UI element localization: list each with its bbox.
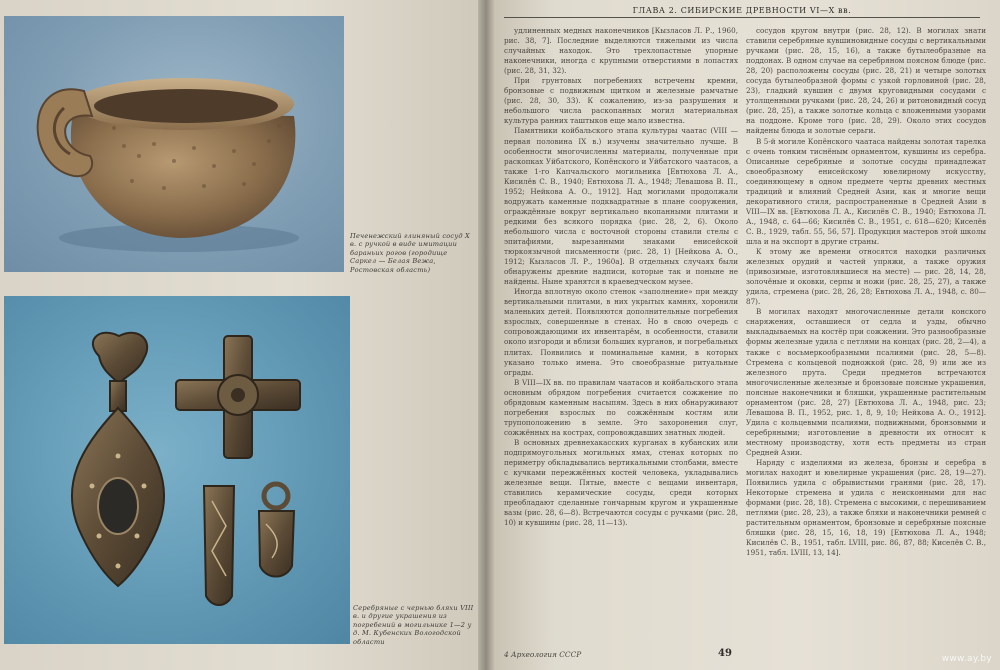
- small-pendant-ornament: [259, 484, 294, 577]
- paragraph: В могилах находят многочисленные детали конского снаряжения, оставшиеся от седла и узды, обычно выкладываемых на костёр при сожжении. Это разнообразные формы железные удила с петлями на концах (рис. 28, 2—4), а также с восьмеркообразными псалиями (рис. 28, 5—8). Стремена с кольцевой подножкой (рис. 28, 9) или же из железного прута. Среди предметов встречаются многочисленные железные и бронзовые поясные украшения, поясные наконечники и бляшки, украшенные растительным орнаментом (рис. 28, 27) [Евтюхова Л. А., 1948, рис. 23; Левашова В. П., 1952, рис. 1, 8, 9, 10; Нейкова А. О., 1912]. Удила с кольцевыми псалиями, подвижными, бронзовыми и серебряными; изготовление в древности их относят к местному производству, хотя есть предметы из стран Средней Азии.: [746, 307, 986, 457]
- paragraph: Памятники койбальского этапа культуры чаатас (VIII — первая половина IX в.) изучены значительно лучше. В особенности многочисленны материалы, полученные при раскопках Уйбатского, Копёнского и Уйбатского чаатасов, а также 1-го Капчальского могильника [Евтюхова Л. А., Кисилёв С. В., 1940; Евтюхова Л. А., 1948; Левашова В. П., 1952; Нейкова А. О., 1912]. Над могилами продолжали водружать каменные подквадратные в плане сооружения, ограждённые вокруг вертикально вкопанными плитами и редкими без всякого порядка (рис. 28, 2, 6). Около небольшого числа с восточной стороны ставили стелы с эпитафиями, вырезанными знаками енисейской тюркоязычной письменности (рис. 28, 1) [Нейкова А. О., 1912; Кызласов Л. Р., 1960а]. В отдельных случаях были обнаружены древние надписи, которые так и поныне не найдены. Ныне хранятся в краеведческом музее.: [504, 126, 738, 287]
- paragraph: сосудов кругом внутри (рис. 28, 12). В могилах знати ставили серебряные кувшиновидные сосуды с вертикальными ручками (рис. 28, 15, 16), а также бутылеобразные на поддонах. В одном случае на серебряном поясном блюде (рис. 28, 20) расположены сосуды (рис. 28, 21) и четыре золотых сосуда бутылеобразной формы с узкой горловиной (рис. 28, 23), гладкий кувшин с двумя круговидными сосудами с утолщенными ручками (рис. 28, 24, 26) и ритоновидный сосуд (рис. 28, 25), а также золотые кольца с вложенными узорами на поддоне. Кроме того (рис. 28, 29). Около этих сосудов найдены блюда и золотые серьги.: [746, 26, 986, 136]
- paragraph: К этому же времени относятся находки различных железных орудий и частей упряжи, а также оружия (привозимые, изготовлявшиеся на месте) — рис. 28, 14, 28, золочёные и оковки, серпы и ножи (рис. 28, 25, 27), а также удила, стремена (рис. 28, 26, 28; Евтюхова Л. А., 1948, с. 80—87).: [746, 247, 986, 307]
- paragraph: В 5-й могиле Копёнского чаатаса найдены золотая тарелка с очень тонким тиснёным орнаментом, кувшины из серебра. Описанные серебряные и золотые сосуды принадлежат своеобразному енисейскому ювелирному искусству, соединяющему в одном предмете черты древних местных традиций и влияний Средней Азии, как и многие вещи декоративного стиля, распространенные в Средней Азии в VIII—IX вв. [Евтюхова Л. А., Кисилёв С. В., 1940; Евтюхова Л. А., 1948, с. 64—66; Кисилёв С. В., 1951, с. 618—620; Киселёв С. В., 1929, табл. 55, 56, 57]. Продукция мастеров этой школы шла и на экспорт в другие страны.: [746, 136, 986, 246]
- footer-signature: 4 Археология СССР: [504, 650, 582, 659]
- left-page: [0, 0, 484, 670]
- running-head: ГЛАВА 2. СИБИРСКИЕ ДРЕВНОСТИ VI—X вв.: [504, 6, 980, 18]
- ornaments-caption: Серебряные с чернью бляхи VIII в. и другие украшения из погребений в могильнике 1—2 у д. М. Кубенских Вологодской области: [353, 604, 474, 646]
- strap-end-ornament: [204, 486, 234, 605]
- ornaments-photo: [4, 296, 350, 644]
- text-column-1: [504, 26, 738, 646]
- pot-photo: [4, 16, 344, 272]
- paragraph: Наряду с изделиями из железа, бронзы и серебра в могилах находят и ювелирные украшения (рис. 28, 19—27). Появились удила с обрывистыми гранями (рис. 28, 17). Некоторые стремена и удила с неисконными для нас формами (рис. 28, 18). Стремена с высокими, с перешиванием петлями (рис. 28, 23), а также бляхи и наконечники ремней с растительным орнаментом, бронзовые и серебряные поясные бляшки (рис. 28, 15, 16, 18, 19) [Евтюхова Л. А., 1948; Кисилёв С. В., 1951, табл. LVIII, рис. 86, 87, 88; Киселёв С. В., 1951, табл. LVIII, 13, 14].: [746, 458, 986, 558]
- paragraph: В основных древнехакасских курганах в кубанских или подпрямоугольных могильных ямах, стенах которых по периметру обкладывались вертикальными столбами, вместе с кучками пережжённых костей человека, укладывались железные вещи. Пятые, вместе с вещами инвентаря, ставились керамические сосуды, среди которых преобладают сделанные гончарным кругом и украшенные вазы (рис. 28, 6—8). Встречаются сосуды с ручками (рис. 28, 10) и кувшины (рис. 28, 11—13).: [504, 437, 738, 528]
- clay-pot-image: [4, 16, 344, 272]
- cross-ornament: [176, 336, 300, 458]
- watermark: www.ay.by: [941, 654, 992, 664]
- paragraph: удлиненных медных наконечников [Кызласов Л. Р., 1960, рис. 38, 7]. Последние выделяются тяжелыми из числа случайных находок. Это трехлопастные упорные наконечники, иногда с крупными отверстиями в лопастях (рис. 28, 31, 32).: [504, 26, 738, 76]
- right-page: [494, 0, 1000, 670]
- paragraph: При грунтовых погребениях встречены кремни, бронзовые с подвижным щитком и железные рамчатые (рис. 28, 30, 33). К сожалению, из-за разрушения и небольшого числа раскопанных могил материальная культура ранних таштыков еще мало известна.: [504, 76, 738, 126]
- paragraph: В VIII—IX вв. по правилам чаатасов и койбальского этапа основным обрядом погребения считается сожжение по обрядовым каменным насыпям. Здесь в них обнаруживают погребения взрослых по сожжённым костям или трупоположению в земле. Это захоронения слуг, сожжённых на кострах, сопровождавших знатных людей.: [504, 377, 738, 437]
- ornaments-image: [4, 296, 350, 644]
- page-number: 49: [718, 648, 732, 659]
- text-column-2: [746, 26, 986, 646]
- pot-caption: Печенежский глиняный сосуд X в. с ручкой в виде имитации бараньих рогов (городище Саркел — Белая Вежа, Ростовская область): [350, 232, 470, 274]
- paragraph: Иногда вплотную около стенок «заполнение» при между вертикальными плитами, в них укрытых камнях, хоронили маленьких детей. Появляются дополнительные погребения взрослых, совершенные в стенах. Но в свою очередь с сопровождающими их инвентарём, в особенности, ставили около изгороди и вблизи больших курганов, и погребальных плитах. Появились и поминальные камни, в которых указано только имена. Это своеобразные ритуальные ограды.: [504, 287, 738, 377]
- pendant-left: [72, 333, 164, 586]
